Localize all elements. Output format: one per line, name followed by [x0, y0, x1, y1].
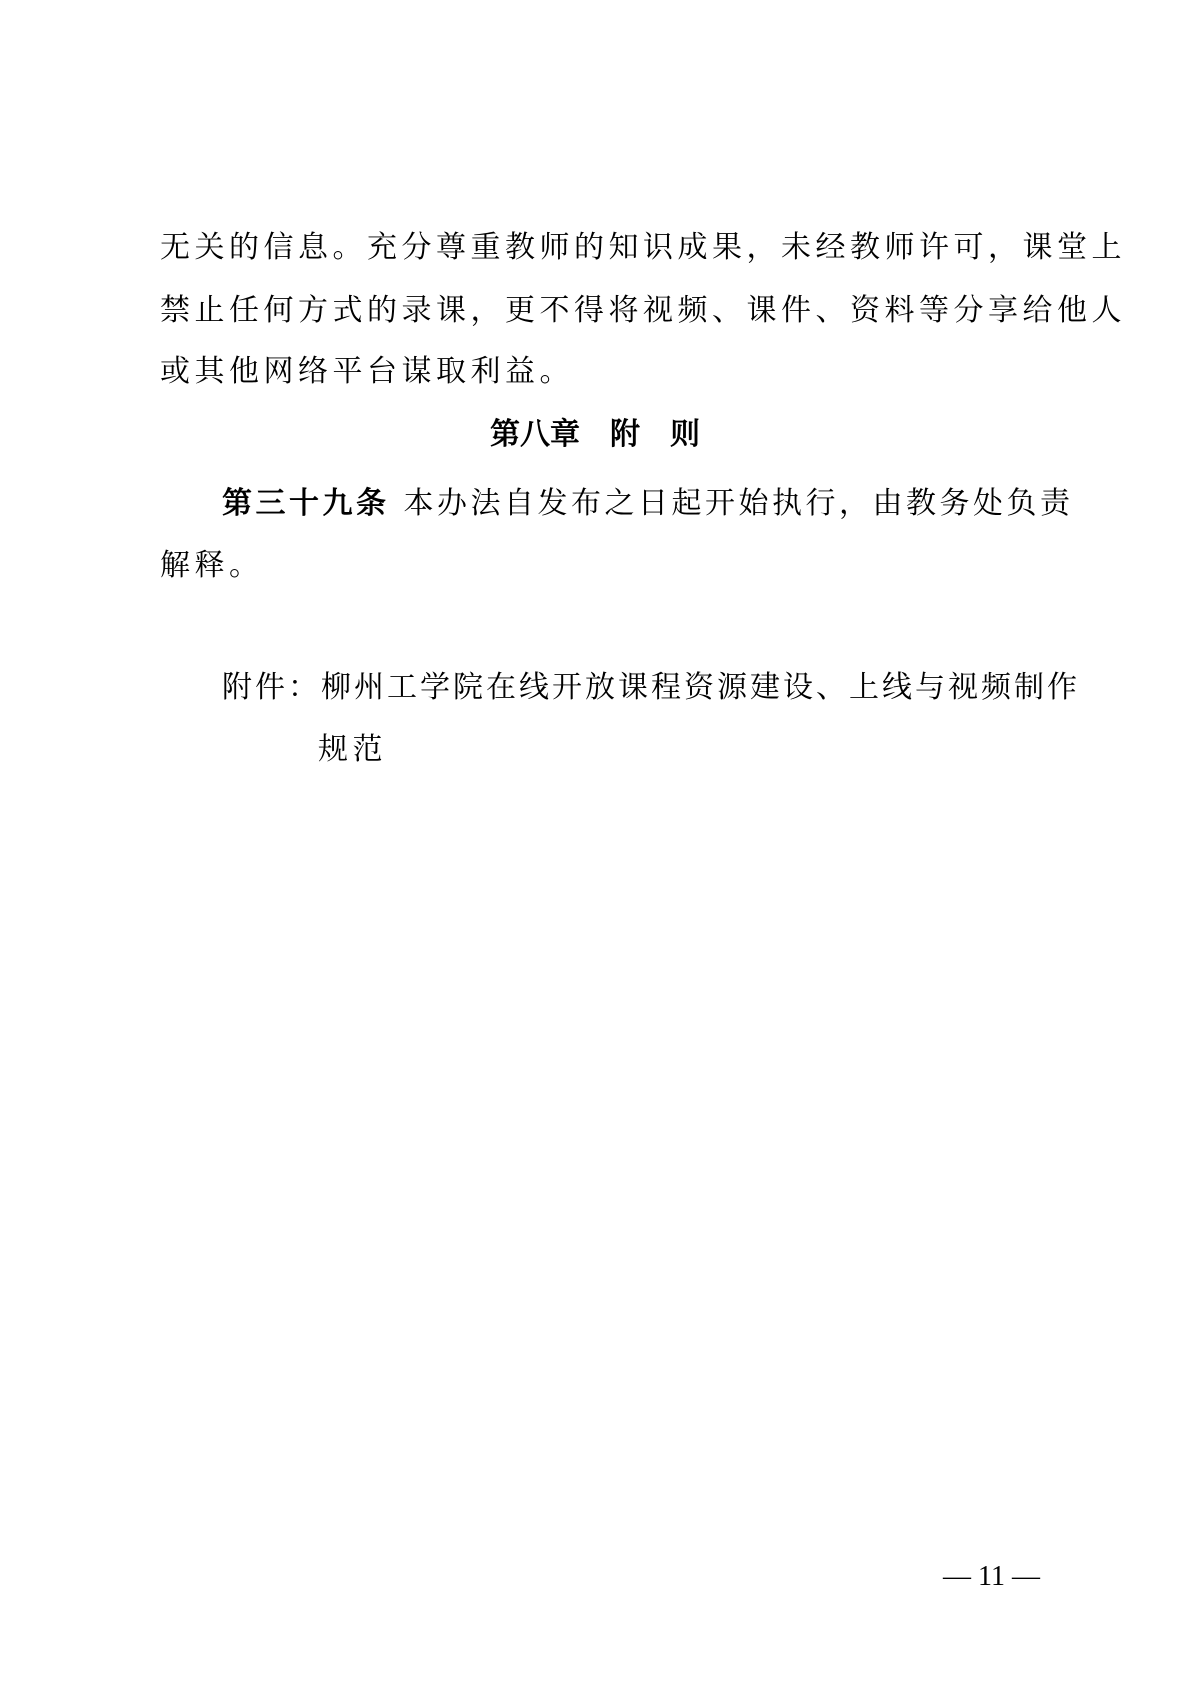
paragraph-line: 禁止任何方式的录课，更不得将视频、课件、资料等分享给他人: [160, 293, 1126, 328]
article-line: [222, 484, 1074, 524]
page-number: — 11 —: [943, 1561, 1040, 1592]
paragraph-line: 无关的信息。充分尊重教师的知识成果，未经教师许可，课堂上: [160, 230, 1126, 265]
article-text: 本办法自发布之日起开始执行，由教务处负责: [403, 486, 1074, 521]
article-line-continued: 解释。: [160, 548, 264, 583]
chapter-heading: 第八章 附 则: [490, 417, 700, 452]
attachment-line-continued: 规范: [318, 732, 387, 767]
paragraph-line: 或其他网络平台谋取利益。: [160, 354, 574, 389]
attachment-line: 附件：柳州工学院在线开放课程资源建设、上线与视频制作: [222, 670, 1080, 705]
article-label: 第三十九条: [222, 486, 390, 521]
